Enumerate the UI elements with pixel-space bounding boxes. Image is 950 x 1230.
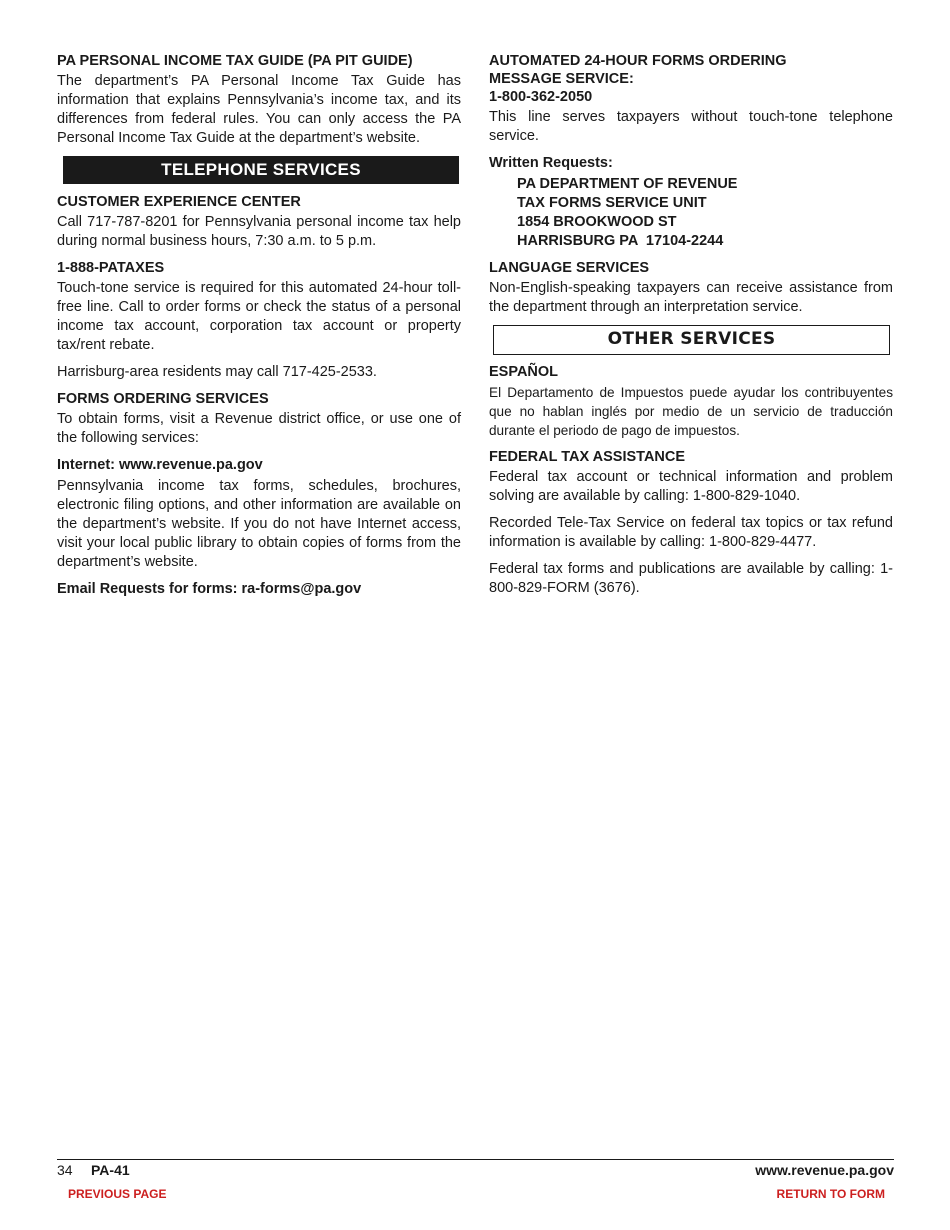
language-services-heading: LANGUAGE SERVICES bbox=[489, 260, 650, 276]
form-name: PA-41 bbox=[91, 1162, 130, 1178]
written-requests-heading: Written Requests: bbox=[489, 155, 613, 171]
mailing-address bbox=[517, 175, 893, 251]
email-requests-heading: Email Requests for forms: ra-forms@pa.gov bbox=[57, 581, 362, 597]
internet-body: Pennsylvania income tax forms, schedules, brochures, electronic filing options, and other information are available on the department’s website. If you do not have Internet access, visit your local public library to obtain copies of forms from the department’s website. bbox=[57, 478, 461, 570]
automated-heading-line1: AUTOMATED 24-HOUR FORMS ORDERING bbox=[489, 53, 787, 69]
automated-heading-line2: MESSAGE SERVICE: bbox=[489, 71, 634, 87]
customer-center-heading: CUSTOMER EXPERIENCE CENTER bbox=[57, 194, 301, 210]
federal-assistance-body3: Federal tax forms and publications are available by calling: 1-800-829-FORM (3676). bbox=[489, 561, 893, 596]
telephone-services-banner: TELEPHONE SERVICES bbox=[63, 156, 459, 184]
automated-body: This line serves taxpayers without touch-tone telephone service. bbox=[489, 109, 893, 144]
address-line: HARRISBURG PA 17104-2244 bbox=[517, 233, 724, 249]
website-link[interactable]: www.revenue.pa.gov bbox=[755, 1162, 894, 1178]
pataxes-heading: 1-888-PATAXES bbox=[57, 260, 165, 276]
espanol-body: El Departamento de Impuestos puede ayudar los contribuyentes que no hablan inglés por medio de un servicio de traducción durante el periodo de pago de impuestos. bbox=[489, 385, 893, 438]
right-column bbox=[489, 52, 893, 606]
automated-phone: 1-800-362-2050 bbox=[489, 89, 593, 105]
previous-page-link[interactable]: PREVIOUS PAGE bbox=[68, 1187, 167, 1201]
address-line: PA DEPARTMENT OF REVENUE bbox=[517, 176, 738, 192]
federal-assistance-body2: Recorded Tele-Tax Service on federal tax topics or tax refund information is available by calling: 1-800-829-4477. bbox=[489, 515, 893, 550]
other-services-banner: OTHER SERVICES bbox=[493, 325, 890, 355]
return-to-form-link[interactable]: RETURN TO FORM bbox=[776, 1187, 885, 1201]
forms-ordering-body: To obtain forms, visit a Revenue district office, or use one of the following services: bbox=[57, 411, 461, 446]
federal-assistance-heading: FEDERAL TAX ASSISTANCE bbox=[489, 449, 686, 465]
page-footer bbox=[57, 1159, 894, 1178]
pit-guide-heading: PA PERSONAL INCOME TAX GUIDE (PA PIT GUIDE) bbox=[57, 53, 413, 69]
pataxes-body: Touch-tone service is required for this automated 24-hour toll-free line. Call to order forms or check the status of a personal income tax account, corporation tax account or property tax/rent rebate. bbox=[57, 280, 461, 353]
customer-center-body: Call 717-787-8201 for Pennsylvania personal income tax help during normal business hours, 7:30 a.m. to 5 p.m. bbox=[57, 214, 461, 249]
address-line: 1854 BROOKWOOD ST bbox=[517, 214, 677, 230]
pataxes-harrisburg: Harrisburg-area residents may call 717-425-2533. bbox=[57, 364, 377, 380]
internet-heading: Internet: www.revenue.pa.gov bbox=[57, 457, 263, 473]
page-number: 34 bbox=[57, 1162, 73, 1178]
federal-assistance-body1: Federal tax account or technical information and problem solving are available by calling: 1-800-829-1040. bbox=[489, 469, 893, 504]
address-line: TAX FORMS SERVICE UNIT bbox=[517, 195, 707, 211]
language-services-body: Non-English-speaking taxpayers can receive assistance from the department through an interpretation service. bbox=[489, 280, 893, 315]
left-column bbox=[57, 52, 461, 601]
forms-ordering-heading: FORMS ORDERING SERVICES bbox=[57, 391, 269, 407]
pit-guide-body: The department’s PA Personal Income Tax Guide has information that explains Pennsylvania’s income tax, and its differences from federal rules. You can only access the PA Personal Income Tax Guide at the department’s website. bbox=[57, 73, 461, 146]
espanol-heading: ESPAÑOL bbox=[489, 364, 559, 380]
